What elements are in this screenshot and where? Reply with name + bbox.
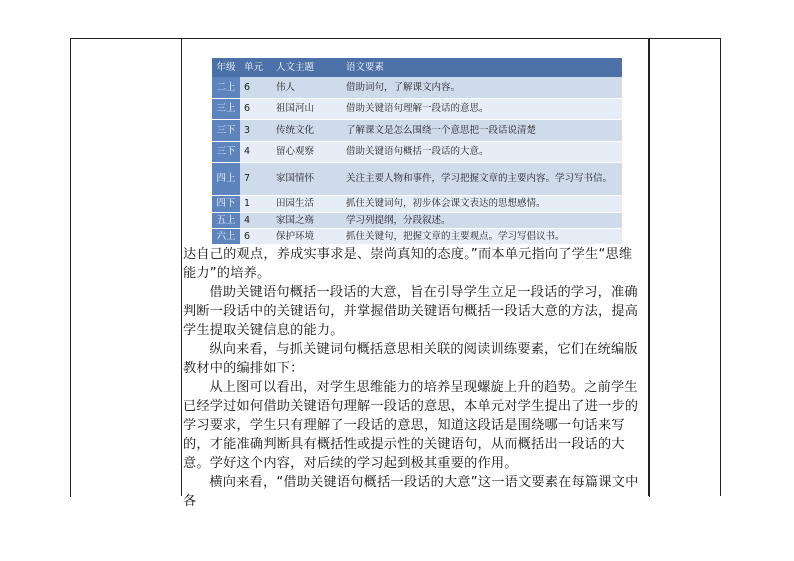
cell-grade: 四下 — [212, 196, 240, 212]
column-divider-right — [648, 38, 649, 496]
cell-theme: 田园生活 — [272, 196, 342, 212]
cell-grade: 六上 — [212, 229, 240, 244]
cell-unit: 3 — [240, 120, 272, 141]
table-row — [212, 229, 622, 244]
cell-unit: 6 — [240, 99, 272, 119]
cell-theme: 传统文化 — [272, 120, 342, 141]
frame-right-edge — [720, 38, 721, 496]
body-text — [183, 245, 645, 511]
cell-unit: 4 — [240, 213, 272, 228]
header-grade: 年级 — [212, 58, 240, 77]
cell-unit: 6 — [240, 77, 272, 98]
paragraph-1: 达自己的观点，养成实事求是、崇尚真知的态度。”而本单元指向了学生“思维能力”的培养。 — [183, 247, 633, 281]
cell-grade: 三下 — [212, 120, 240, 141]
paragraph-2: 借助关键语句概括一段话的大意，旨在引导学生立足一段话的学习，准确判断一段话中的关键语句，并掌握借助关键语句概括一段话大意的方法，提高学生提取关键信息的能力。 — [183, 285, 639, 338]
paragraph-5: 横向来看，“借助关键语句概括一段话的大意”这一语文要素在每篇课文中各 — [183, 475, 639, 509]
cell-grade: 四上 — [212, 163, 240, 195]
cell-unit: 7 — [240, 163, 272, 195]
cell-theme: 留心观察 — [272, 142, 342, 162]
cell-theme: 伟人 — [272, 77, 342, 98]
table-row — [212, 120, 622, 141]
table-header-row — [212, 58, 622, 77]
table-row — [212, 196, 622, 212]
cell-theme: 家国之殇 — [272, 213, 342, 228]
cell-unit: 1 — [240, 196, 272, 212]
frame-top-right — [648, 38, 721, 39]
cell-requirement: 借助关键语句理解一段话的意思。 — [342, 99, 622, 119]
cell-theme: 保护环境 — [272, 229, 342, 244]
header-theme: 人文主题 — [272, 58, 342, 77]
header-requirement: 语文要素 — [342, 58, 622, 77]
curriculum-table-image — [212, 58, 622, 244]
cell-requirement: 借助词句，了解课文内容。 — [342, 77, 622, 98]
cell-unit: 6 — [240, 229, 272, 244]
header-unit: 单元 — [240, 58, 272, 77]
paragraph-3: 纵向来看，与抓关键词句概括意思相关联的阅读训练要素，它们在统编版教材中的编排如下： — [183, 342, 638, 376]
table-row — [212, 163, 622, 195]
table-row — [212, 77, 622, 98]
cell-requirement: 关注主要人物和事件，学习把握文章的主要内容。学习写书信。 — [342, 163, 622, 195]
cell-theme: 家国情怀 — [272, 163, 342, 195]
cell-requirement: 学习列提纲，分段叙述。 — [342, 213, 622, 228]
cell-grade: 三上 — [212, 99, 240, 119]
table-row — [212, 213, 622, 228]
cell-requirement: 抓住关键句，把握文章的主要观点。学习写倡议书。 — [342, 229, 622, 244]
paragraph-4: 从上图可以看出，对学生思维能力的培养呈现螺旋上升的趋势。之前学生已经学过如何借助关键语句理解一段话的意思，本单元对学生提出了进一步的学习要求，学生只有理解了一段话的意思，知道这段话是围绕哪一句话来写的，才能准确判断具有概括性或提示性的关键语句，从而概括出一段话的大意。学好这个内容，对后续的学习起到极其重要的作用。 — [183, 380, 639, 471]
table-row — [212, 99, 622, 119]
cell-grade: 二上 — [212, 77, 240, 98]
cell-requirement: 抓住关键词句，初步体会课文表达的思想感情。 — [342, 196, 622, 212]
cell-requirement: 了解课文是怎么围绕一个意思把一段话说清楚 — [342, 120, 622, 141]
cell-grade: 五上 — [212, 213, 240, 228]
table-row — [212, 142, 622, 162]
cell-requirement: 借助关键语句概括一段话的大意。 — [342, 142, 622, 162]
cell-unit: 4 — [240, 142, 272, 162]
cell-theme: 祖国河山 — [272, 99, 342, 119]
cell-grade: 三下 — [212, 142, 240, 162]
column-divider-left — [181, 38, 182, 496]
